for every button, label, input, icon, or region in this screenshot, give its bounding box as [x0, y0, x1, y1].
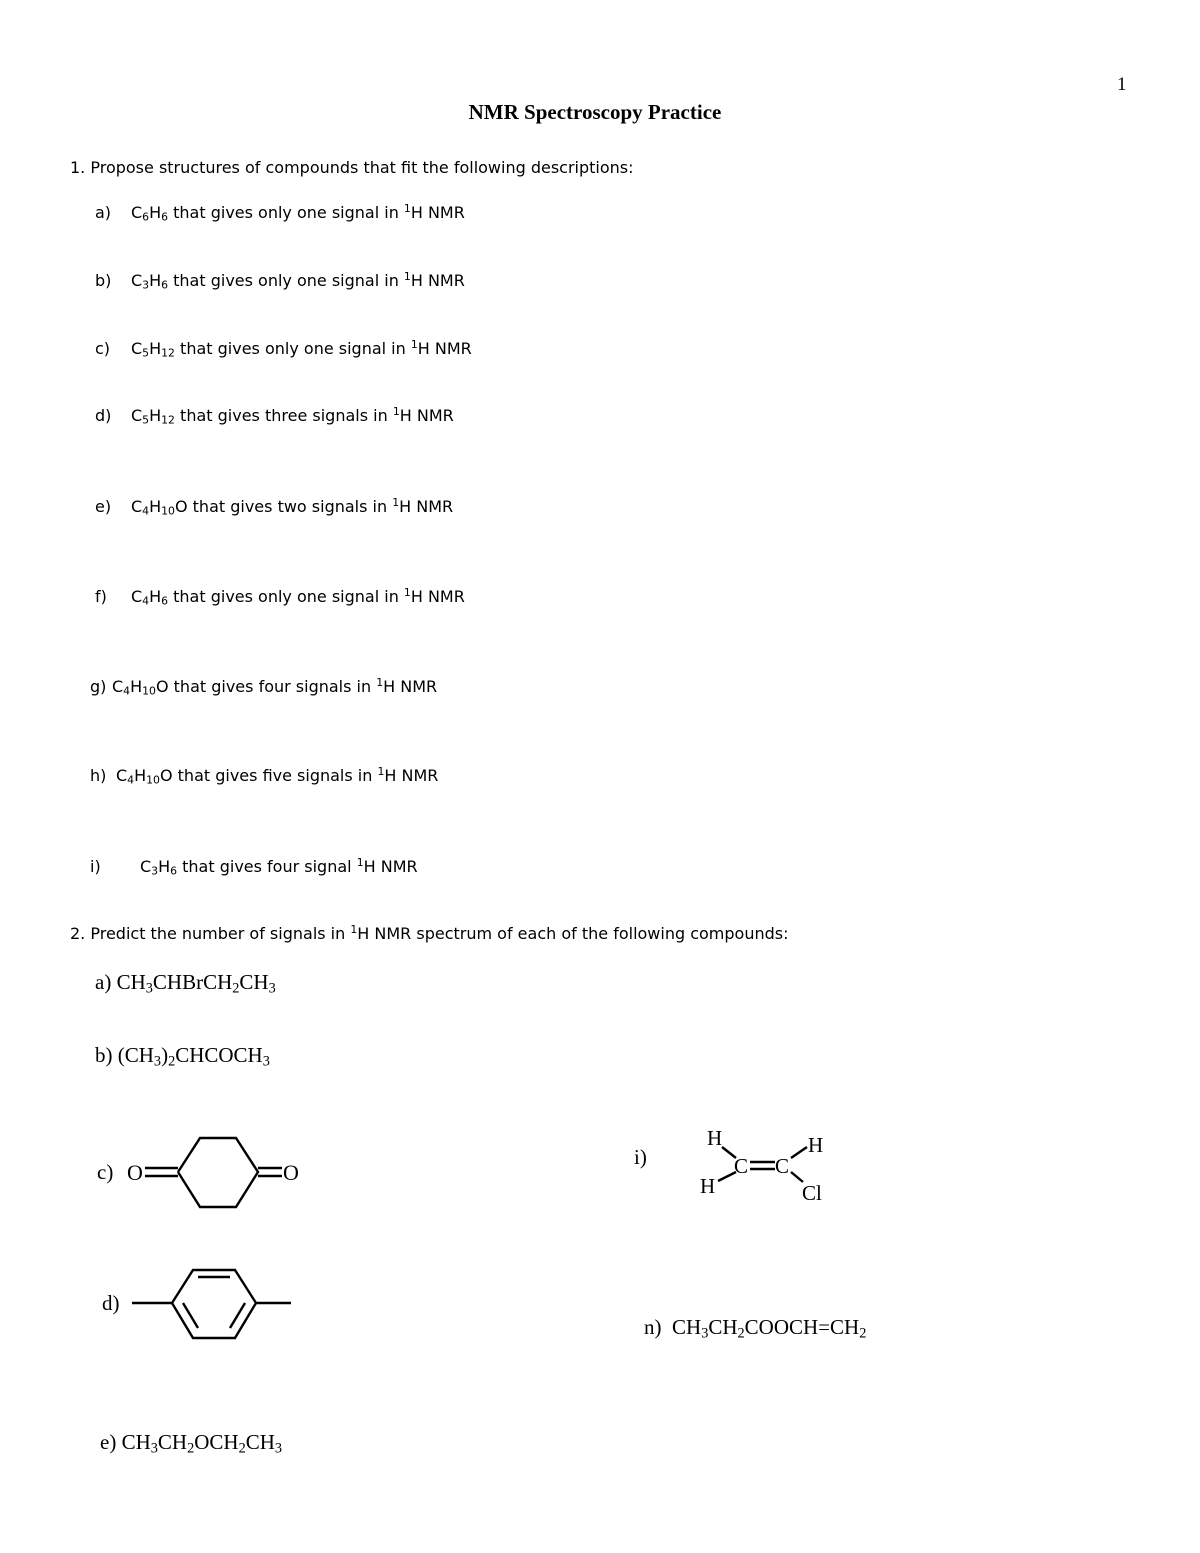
formula-subscript: 2: [238, 1440, 246, 1457]
isotope-superscript: 1: [392, 405, 400, 419]
page-number: 1: [1117, 74, 1127, 95]
item-label: i): [90, 857, 101, 876]
oxygen-right-label: O: [283, 1160, 299, 1185]
item-label: d): [95, 406, 112, 425]
q1-item-a: [95, 203, 465, 222]
q2-item-n: [644, 1315, 866, 1340]
nmr-label: H NMR: [399, 497, 454, 516]
cyclohexanedione-structure: [120, 1130, 310, 1220]
isotope-superscript: 1: [403, 270, 411, 284]
formula-segment: O: [159, 766, 173, 785]
formula-segment: C: [131, 339, 143, 358]
para-xylene-structure: [125, 1262, 300, 1347]
q1-item-h: [90, 766, 438, 785]
hydrogen-right: H: [808, 1133, 824, 1157]
chlorine-atom: Cl: [802, 1181, 822, 1205]
formula-subscript: 10: [146, 773, 160, 787]
isotope-superscript: 1: [356, 856, 364, 870]
hydrogen-top-left: H: [707, 1126, 723, 1150]
q1-item-e: [95, 497, 453, 516]
formula-segment: C: [131, 203, 143, 222]
molecular-formula: [112, 677, 169, 696]
q1-item-f: [95, 587, 465, 606]
formula-subscript: 6: [161, 210, 169, 224]
question-2-prompt: [70, 924, 789, 943]
formula-subscript: 2: [232, 980, 240, 997]
isotope-superscript: 1: [376, 676, 384, 690]
formula-segment: H: [149, 203, 162, 222]
formula-segment: H: [149, 406, 162, 425]
nmr-label: H NMR: [399, 406, 454, 425]
formula-subscript: 3: [268, 980, 276, 997]
formula-segment: CH: [239, 970, 269, 994]
item-label: c): [95, 339, 111, 358]
carbon-right: C: [775, 1154, 790, 1178]
formula-subscript: 3: [151, 864, 159, 878]
formula-segment: H: [149, 497, 162, 516]
page-title: NMR Spectroscopy Practice: [468, 100, 722, 124]
formula-subscript: 2: [168, 1053, 176, 1070]
formula-segment: OCH: [194, 1430, 239, 1454]
item-label: a): [95, 203, 112, 222]
item-description: that gives four signals in: [168, 677, 377, 696]
molecular-formula: [131, 497, 188, 516]
formula-segment: ): [161, 1043, 169, 1067]
item-description: that gives only one signal in: [168, 203, 404, 222]
item-label: h): [90, 766, 107, 785]
q2-c-label: c): [97, 1160, 114, 1184]
item-description: that gives five signals in: [172, 766, 378, 785]
formula-subscript: 4: [123, 684, 131, 698]
item-label: f): [95, 587, 107, 606]
isotope-superscript: 1: [392, 496, 400, 510]
q1-item-b: [95, 271, 465, 290]
isotope-superscript: 1: [410, 338, 418, 352]
formula-segment: COOCH: [744, 1315, 819, 1339]
formula-segment: (CH: [117, 1043, 154, 1067]
nmr-label: H NMR: [384, 766, 439, 785]
q2-n-formula: [672, 1315, 867, 1342]
formula-subscript: 2: [859, 1325, 867, 1342]
molecular-formula: [131, 203, 168, 222]
item-description: that gives only one signal in: [168, 587, 404, 606]
formula-subscript: 2: [737, 1325, 745, 1342]
question-1-prompt: 1. Propose structures of compounds that fit the following descriptions:: [70, 158, 634, 177]
nmr-label: H NMR: [410, 271, 465, 290]
formula-segment: H: [149, 339, 162, 358]
formula-subscript: 2: [187, 1440, 195, 1457]
formula-segment: CH: [245, 1430, 275, 1454]
formula-segment: C: [131, 406, 143, 425]
formula-subscript: 4: [127, 773, 135, 787]
q2-prompt-start: 2. Predict the number of signals in: [70, 924, 351, 943]
formula-segment: C: [131, 271, 143, 290]
formula-segment: CH: [672, 1315, 702, 1339]
q2-prompt-superscript: 1: [350, 923, 358, 937]
formula-segment: CH: [830, 1315, 860, 1339]
formula-subscript: 12: [161, 413, 175, 427]
formula-subscript: 5: [142, 346, 150, 360]
isotope-superscript: 1: [377, 765, 385, 779]
oxygen-left-label: O: [127, 1160, 143, 1185]
hydrogen-bottom-left: H: [700, 1174, 716, 1198]
formula-segment: C: [131, 497, 143, 516]
formula-segment: CH: [708, 1315, 738, 1339]
molecular-formula: [116, 766, 173, 785]
double-bond-symbol: =: [818, 1315, 831, 1339]
formula-segment: CH: [121, 1430, 151, 1454]
item-description: that gives three signals in: [174, 406, 393, 425]
q2-e-label: e): [100, 1430, 117, 1454]
item-description: that gives only one signal in: [174, 339, 411, 358]
formula-segment: H: [149, 271, 162, 290]
item-description: that gives two signals in: [187, 497, 393, 516]
q2-b-label: b): [95, 1043, 113, 1067]
formula-subscript: 6: [161, 278, 169, 292]
formula-subscript: 5: [142, 413, 150, 427]
formula-segment: H: [130, 677, 143, 696]
nmr-label: H NMR: [410, 203, 465, 222]
q2-n-label: n): [644, 1315, 662, 1339]
item-description: that gives four signal: [177, 857, 357, 876]
formula-segment: O: [174, 497, 188, 516]
q2-item-a: [95, 970, 276, 995]
formula-segment: H: [134, 766, 147, 785]
formula-segment: C: [116, 766, 128, 785]
formula-subscript: 3: [701, 1325, 709, 1342]
q1-item-i: [90, 857, 418, 876]
q2-item-b: [95, 1043, 270, 1068]
formula-segment: C: [131, 587, 143, 606]
item-label: e): [95, 497, 112, 516]
molecular-formula: [140, 857, 177, 876]
formula-subscript: 10: [161, 504, 175, 518]
formula-subscript: 6: [161, 594, 169, 608]
formula-subscript: 4: [142, 504, 150, 518]
formula-subscript: 3: [150, 1440, 158, 1457]
molecular-formula: [131, 406, 175, 425]
item-description: that gives only one signal in: [168, 271, 404, 290]
formula-subscript: 3: [142, 278, 150, 292]
nmr-label: H NMR: [383, 677, 438, 696]
nmr-label: H NMR: [410, 587, 465, 606]
formula-subscript: 3: [153, 1053, 162, 1070]
formula-segment: H: [158, 857, 171, 876]
q2-d-label: d): [102, 1291, 120, 1315]
isotope-superscript: 1: [403, 586, 411, 600]
nmr-label: H NMR: [417, 339, 472, 358]
item-label: b): [95, 271, 112, 290]
q2-a-formula: [116, 970, 276, 997]
formula-subscript: 3: [274, 1440, 283, 1457]
formula-segment: C: [140, 857, 152, 876]
molecular-formula: [131, 587, 168, 606]
formula-subscript: 6: [170, 864, 178, 878]
item-label: g): [90, 677, 107, 696]
carbon-left: C: [734, 1154, 749, 1178]
q2-item-e: [100, 1430, 282, 1455]
formula-segment: O: [155, 677, 169, 696]
formula-subscript: 10: [142, 684, 156, 698]
molecular-formula: [131, 339, 175, 358]
vinyl-chloride-structure: [695, 1120, 835, 1210]
nmr-label: H NMR: [363, 857, 418, 876]
formula-subscript: 6: [142, 210, 150, 224]
formula-segment: C: [112, 677, 124, 696]
isotope-superscript: 1: [403, 202, 411, 216]
q1-item-d: [95, 406, 454, 425]
formula-segment: CHCOCH: [175, 1043, 263, 1067]
q1-item-g: [90, 677, 437, 696]
q2-a-label: a): [95, 970, 112, 994]
q2-i-label: i): [634, 1145, 647, 1169]
formula-segment: CHBrCH: [152, 970, 233, 994]
formula-subscript: 3: [262, 1053, 270, 1070]
molecular-formula: [131, 271, 168, 290]
formula-segment: CH: [157, 1430, 188, 1454]
q2-prompt-end: H NMR spectrum of each of the following compounds:: [357, 924, 789, 943]
formula-segment: CH: [116, 970, 146, 994]
formula-subscript: 3: [145, 980, 153, 997]
formula-segment: H: [149, 587, 162, 606]
formula-subscript: 12: [161, 346, 175, 360]
formula-subscript: 4: [142, 594, 150, 608]
q1-item-c: [95, 339, 472, 358]
q2-b-formula: [117, 1043, 270, 1070]
q2-e-formula: [121, 1430, 283, 1457]
